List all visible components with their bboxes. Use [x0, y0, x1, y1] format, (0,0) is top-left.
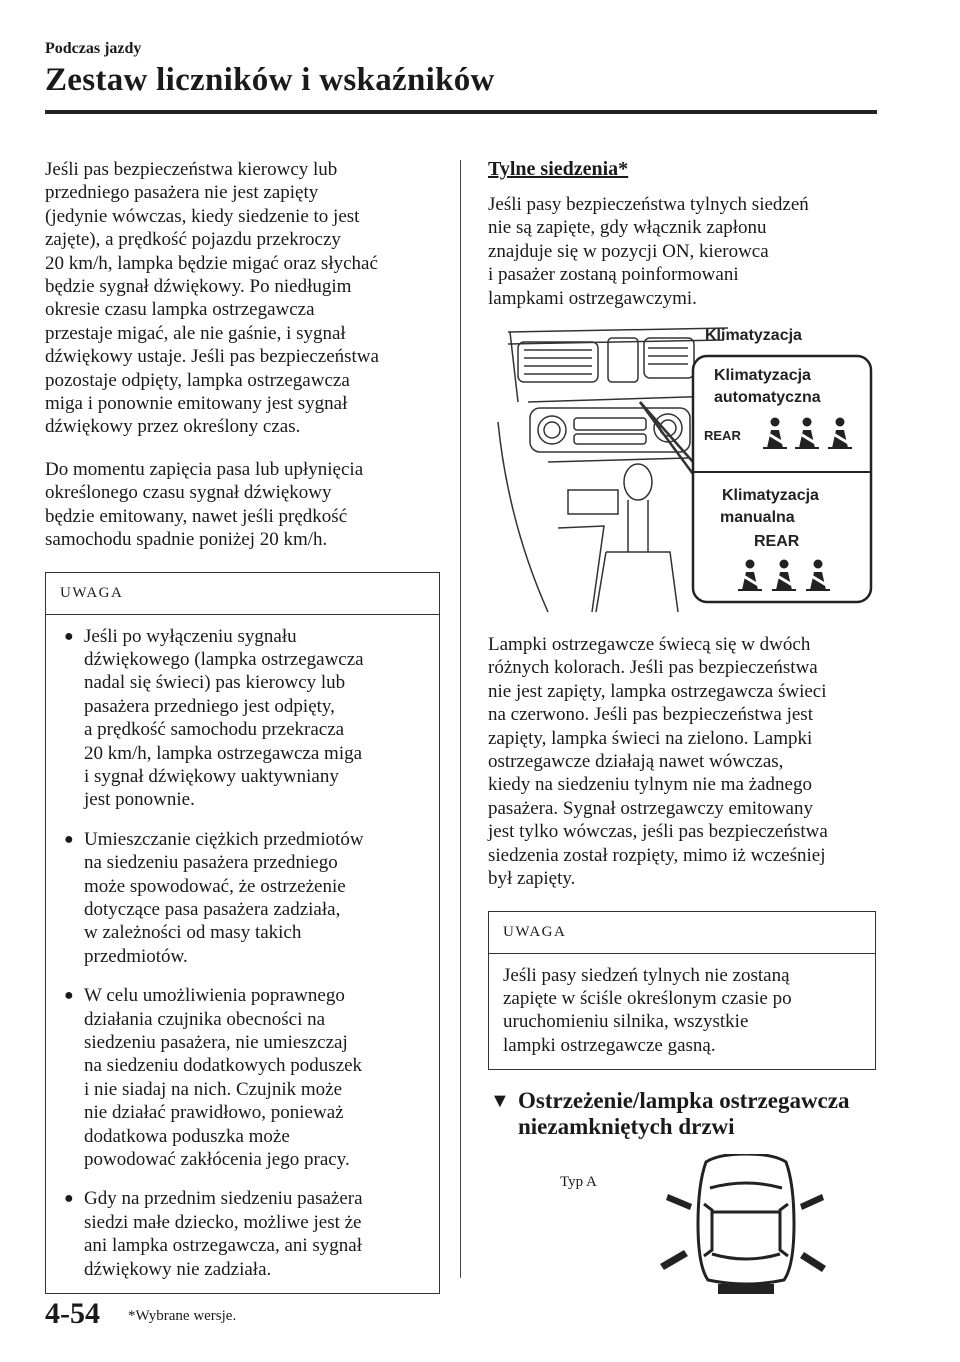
figure-label-klimatyzacja: Klimatyzacja: [705, 327, 802, 345]
rear-seats-heading: Tylne siedzenia*: [488, 158, 629, 180]
note-heading: UWAGA: [489, 912, 875, 954]
typ-label: Typ A: [560, 1174, 597, 1191]
bullet-icon: ●: [64, 987, 74, 1005]
left-paragraph-2: Do momentu zapięcia pasa lub upłynięcia określonego czasu sygnał dźwiękowy będzie emitowany, nawet jeśli prędkość samochodu spadnie poniżej 20 km/h.: [45, 458, 364, 551]
car-top-view-icon: [488, 1154, 880, 1304]
note-content: [46, 615, 439, 1294]
note-bullet: [60, 625, 425, 812]
note-box-left: [45, 572, 440, 1295]
footer-note: *Wybrane wersje.: [128, 1308, 237, 1324]
figure-label-auto-line2: automatyczna: [714, 389, 821, 407]
figure-label-manual-line1: Klimatyzacja: [722, 487, 819, 505]
page-number: 4-54: [45, 1297, 100, 1330]
right-paragraph-1: Jeśli pasy bezpieczeństwa tylnych siedzeń nie są zapięte, gdy włącznik zapłonu znajduje się w pozycji ON, kierowca i pasażer zostaną poinformowani lampkami ostrzegawczymi.: [488, 194, 809, 309]
note-bullet: [60, 828, 425, 968]
door-warning-heading: [488, 1088, 880, 1140]
bullet-icon: ●: [64, 627, 74, 645]
rear-label-auto: REAR: [704, 428, 741, 444]
bullet-icon: ●: [64, 1190, 74, 1208]
left-column: [45, 158, 440, 1294]
note-bullet: [60, 1187, 425, 1281]
figure-label-manual-line2: manualna: [720, 509, 795, 527]
triangle-down-icon: ▼: [490, 1090, 510, 1113]
note-text: Jeśli pasy siedzeń tylnych nie zostaną zapięte w ściśle określonym czasie po uruchomieniu silnika, wszystkie lampki ostrzegawcze gasną.: [503, 964, 792, 1056]
title-rule: [45, 110, 877, 114]
note-box-right: [488, 911, 876, 1071]
column-divider: [460, 160, 461, 1278]
note-content: [489, 954, 875, 1070]
page-title: Zestaw liczników i wskaźników: [45, 62, 495, 98]
left-paragraph-1: Jeśli pas bezpieczeństwa kierowcy lub przedniego pasażera nie jest zapięty (jedynie wówczas, kiedy siedzenie to jest zajęte), a prędkość pojazdu przekroczy 20 km/h, lampka będzie migać oraz słychać będzie sygnał dźwiękowy. Po niedługim okresie czasu lampka ostrzegawcza przestaje migać, ale nie gaśnie, i sygnał dźwiękowy ustaje. Jeśli pas bezpieczeństwa pozostaje odpięty, lampka ostrzegawcza miga i ponownie emitowany jest sygnał dźwiękowy przez określony czas.: [45, 159, 379, 438]
note-bullet: [60, 984, 425, 1171]
bullet-text: Gdy na przednim siedzeniu pasażera siedzi małe dziecko, możliwe jest że ani lampka ostrzegawcza, ani sygnał dźwiękowy nie zadziała.: [84, 1188, 363, 1280]
bullet-text: W celu umożliwienia poprawnego działania czujnika obecności na siedzeniu pasażera, nie umieszczaj na siedzeniu dodatkowych poduszek i nie siadaj na nich. Czujnik może nie działać prawidłowo, ponieważ dodatkowa poduszka może powodować zakłócenia jego pracy.: [84, 985, 363, 1171]
dashboard-illustration: [488, 322, 880, 612]
right-paragraph-2: Lampki ostrzegawcze świecą się w dwóch różnych kolorach. Jeśli pas bezpieczeństwa nie jest zapięty, lampka ostrzegawcza świeci na czerwono. Jeśli pas bezpieczeństwa jest zapięty, lampka świeci na zielono. Lampki ostrzegawcze działają nawet wówczas, kiedy na siedzeniu tylnym nie ma żadnego pasażera. Sygnał ostrzegawczy emitowany jest tylko wówczas, jeśli pas bezpieczeństwa siedzenia został rozpięty, mimo iż wcześniej był zapięty.: [488, 634, 828, 890]
note-heading: UWAGA: [46, 573, 439, 615]
rear-label-manual: REAR: [754, 533, 800, 551]
section-label: Podczas jazdy: [45, 40, 142, 57]
right-column: [488, 158, 880, 1304]
door-warning-title: Ostrzeżenie/lampka ostrzegawcza niezamkniętych drzwi: [518, 1088, 850, 1140]
bullet-text: Umieszczanie ciężkich przedmiotów na siedzeniu pasażera przedniego może spowodować, że ostrzeżenie dotyczące pasa pasażera zadziała, w zależności od masy takich przedmiotów.: [84, 828, 364, 967]
bullet-icon: ●: [64, 830, 74, 848]
door-figure: [488, 1154, 880, 1304]
figure-label-auto-line1: Klimatyzacja: [714, 367, 811, 385]
bullet-text: Jeśli po wyłączeniu sygnału dźwiękowego (lampka ostrzegawcza nadal się świeci) pas kierowcy lub pasażera przedniego jest odpięty, a prędkość samochodu przekracza 20 km/h, lampka ostrzegawcza miga i sygnał dźwiękowy uaktywniany jest ponownie.: [84, 625, 364, 811]
